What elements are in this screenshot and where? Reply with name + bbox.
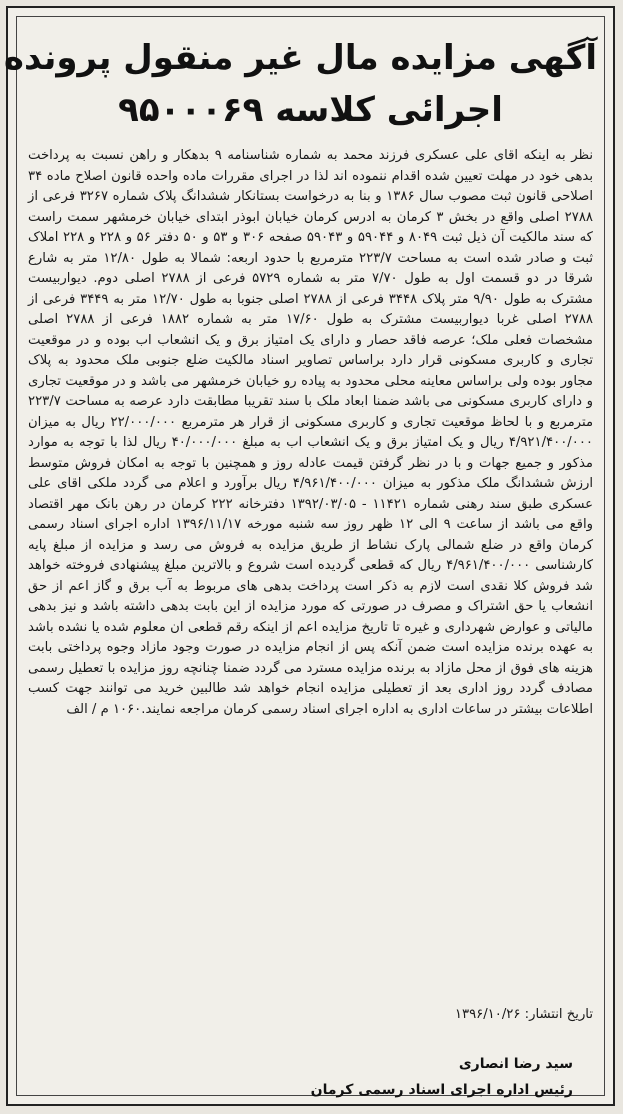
publish-date: تاریخ انتشار: ۱۳۹۶/۱۰/۲۶ (454, 1007, 593, 1022)
signer-title: رئیس اداره اجرای اسناد رسمی کرمان (310, 1082, 573, 1098)
notice-title (3, 32, 597, 136)
body-paragraph: نظر به اینکه اقای علی عسکری فرزند محمد به شماره شناسنامه ۹ بدهکار و راهن نسبت به پرداخت بدهی خود در مهلت تعیین شده اقدام ننموده اند لذا در اجرای مقررات ماده واحده قانون اصلاح ماده ۳۴ اصلاحی قانون ثبت مصوب سال ۱۳۸۶ و بنا به درخواست بستانکار ششدانگ پلاک شماره ۳۲۶۷ فرعی از ۲۷۸۸ اصلی واقع در بخش ۳ کرمان به ادرس کرمان خیابان ابوذر ابتدای خیابان خرمشهر سمت راست که سند مالکیت آن ذیل ثبت ۸۰۴۹ و ۵۹۰۴۴ و ۵۹۰۴۳ صفحه ۳۰۶ و ۵۳ و ۵۰ دفتر ۵۶ و ۲۲۸ و ۲۲۸ املاک ثبت و صادر شده است به مساحت ۲۲۳/۷ مترمربع با حدود اربعه: شمالا به طول ۱۲/۸۰ متر به شارع شرقا در دو قسمت اول به طول ۷/۷۰ متر به شماره ۵۷۲۹ فرعی از ۲۷۸۸ اصلی دوم. دیواربیست مشترک به طول ۹/۹۰ متر پلاک ۳۴۴۸ فرعی از ۲۷۸۸ اصلی جنوبا به طول ۱۲/۷۰ متر به ۳۴۴۹ فرعی از ۲۷۸۸ اصلی غربا دیواربیست مشترک به طول ۱۷/۶۰ متر به شماره ۱۸۸۲ فرعی از ۲۷۸۸ اصلی مشخصات فعلی ملک؛ عرصه فاقد حصار و دارای یک امتیاز برق و یک انشعاب اب بوده و در موقعیت تجاری و کاربری مسکونی قرار دارد براساس تصاویر اسناد مالکیت ضلع جنوبی ملک محدود به پلاک مجاور بوده ولی براساس معاینه محلی محدود به پیاده رو خیابان خرمشهر می باشد و در موقعیت تجاری و دارای کاربری مسکونی می باشد ضمنا ابعاد ملک با سند تقریبا مطابقت دارد عرصه به مساحت ۲۲۳/۷ مترمربع و با لحاظ موقعیت تجاری و کاربری مسکونی از قرار هر مترمربع ۲۲/۰۰۰/۰۰۰ ریال به میزان ۴/۹۲۱/۴۰۰/۰۰۰ ریال و یک امتیاز برق و یک انشعاب اب به مبلغ ۴۰/۰۰۰/۰۰۰ ریال لذا با توجه به موارد مذکور و جمیع جهات و با در نظر گرفتن قیمت عادله روز و همچنین با توجه به امکان فروش متوسط ارزش ششدانگ ملک مذکور به میزان ۴/۹۶۱/۴۰۰/۰۰۰ ریال برآورد و اعلام می گردد ملکی اقای علی عسکری طبق سند رهنی شماره ۱۱۴۲۱ - ۱۳۹۲/۰۳/۰۵ دفترخانه ۲۲۲ کرمان در رهن بانک مهر اقتصاد واقع می باشد از ساعت ۹ الی ۱۲ ظهر روز سه شنبه مورخه ۱۳۹۶/۱۱/۱۷ اداره اجرای اسناد رسمی کرمان واقع در ضلع شمالی پارک نشاط از طریق مزایده به فروش می رسد و مزایده از مبلغ پایه کارشناسی ۴/۹۶۱/۴۰۰/۰۰۰ ریال که قطعی گردیده است شروع و بالاترین مبلغ پیشنهادی فروخته خواهد شد فروش کلا نقدی است لازم به ذکر است پرداخت بدهی های مربوط به آب برق و گاز اعم از حق انشعاب یا حق اشتراک و مصرف در صورتی که مورد مزایده از این بابت بدهی داشته باشد و نیز بدهی مالیاتی و عوارض شهرداری و غیره تا تاریخ مزایده اعم از اینکه رقم قطعی ان معلوم شده یا نشده باشد به عهده برنده مزایده است ضمن آنکه پس از انجام مزایده در صورت وجود مازاد وجوه پرداختی بابت هزینه های فوق از محل مازاد به برنده مزایده مسترد می گردد ضمنا چنانچه روز مزایده با تعطیل رسمی مصادف گردد روز اداری بعد از تعطیلی مزایده انجام خواهد شد طالبین خرید می توانند جهت کسب اطلاعات بیشتر در ساعات اداری به اداره اجرای اسناد رسمی کرمان مراجعه نمایند.۱۰۶۰ م / الف (28, 148, 594, 717)
notice-body (28, 146, 593, 720)
signer-name: سید رضا انصاری (458, 1056, 573, 1072)
title-line-2: اجرائی کلاسه ۹۵۰۰۰۶۹ (118, 90, 503, 130)
signature-block (28, 1051, 573, 1103)
title-line-1: آگهی مزایده مال غیر منقول پرونده (3, 38, 597, 78)
newspaper-clipping (3, 6, 615, 1106)
